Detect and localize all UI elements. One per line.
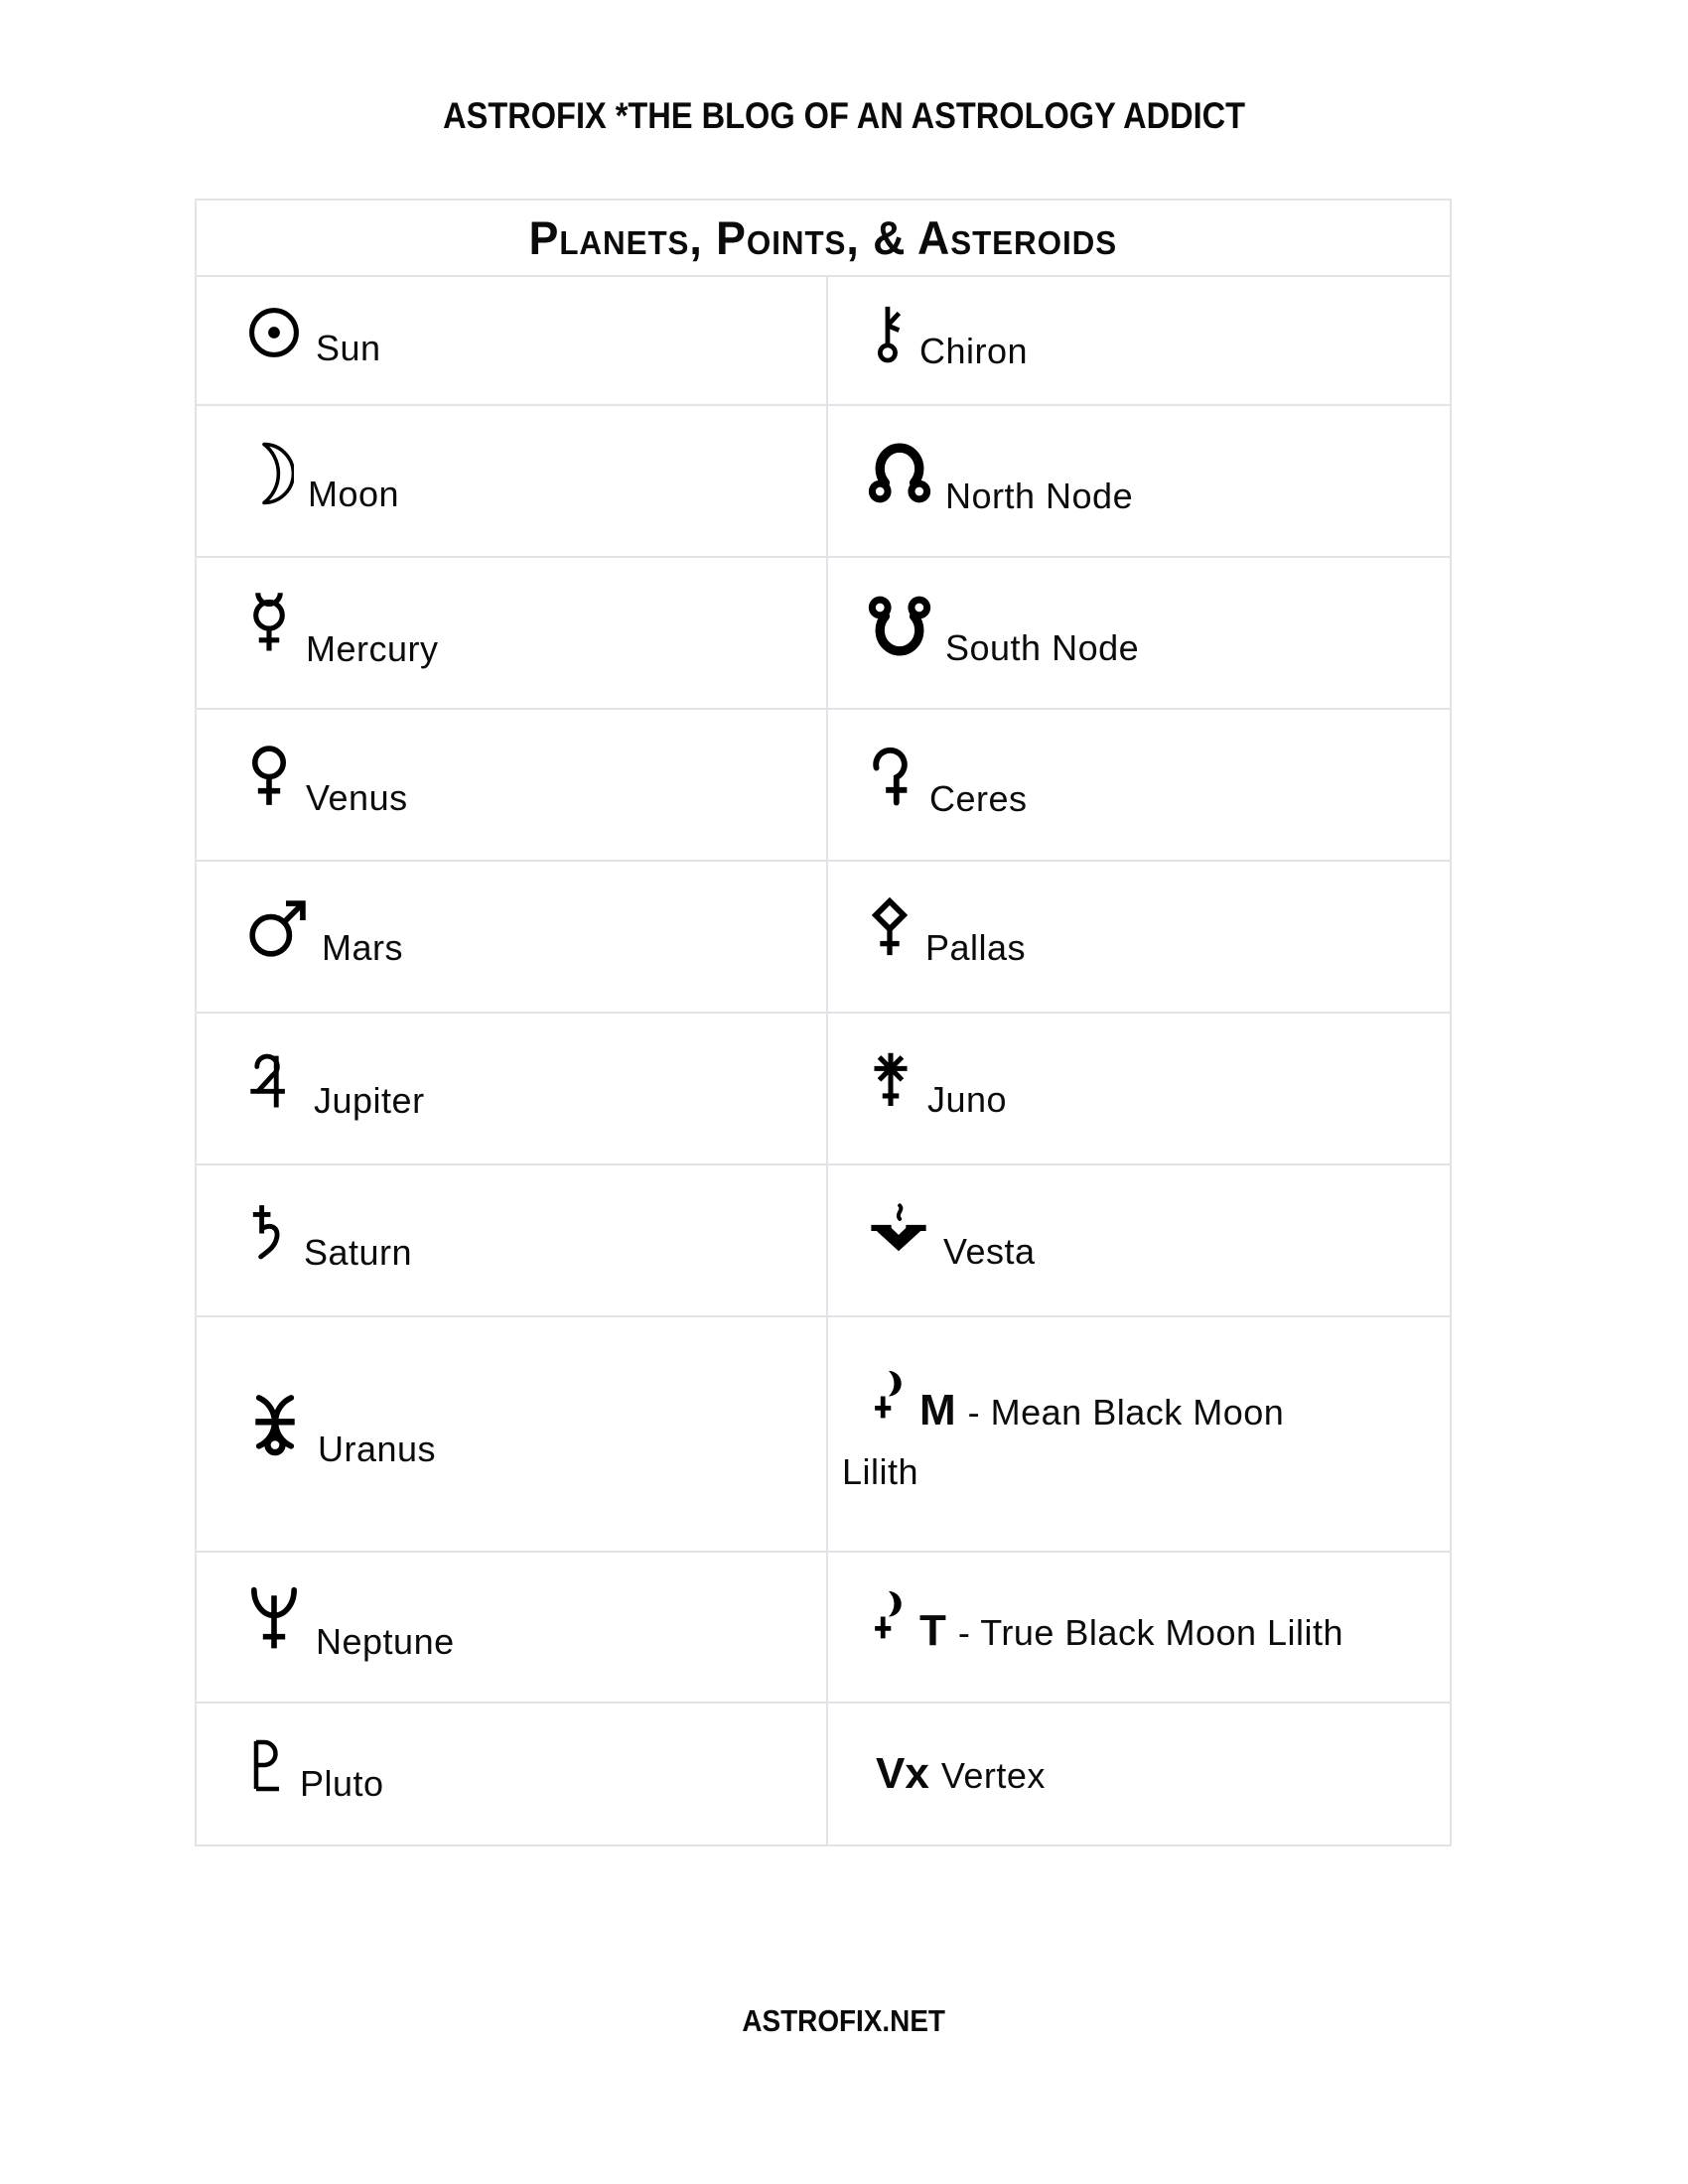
cell-true-black-moon-lilith <box>828 1553 1450 1702</box>
cell-venus <box>197 710 828 860</box>
symbol-label: Neptune <box>316 1621 455 1663</box>
table-row <box>197 404 1450 556</box>
symbol-label: Chiron <box>919 331 1029 372</box>
symbol-label: Vertex <box>940 1754 1046 1796</box>
mercury-icon <box>246 590 292 661</box>
symbol-label: Jupiter <box>314 1080 425 1122</box>
symbol-label: North Node <box>945 475 1134 516</box>
south-node-icon <box>868 591 931 660</box>
north-node-icon <box>868 439 931 508</box>
cell-south-node <box>828 558 1450 708</box>
cell-mercury <box>197 558 828 708</box>
site-footer <box>0 2003 1688 2039</box>
symbol-prefix: Vx <box>876 1748 929 1798</box>
cell-pallas <box>828 862 1450 1012</box>
cell-mean-black-moon-lilith <box>828 1317 1450 1551</box>
symbol-label: Saturn <box>304 1231 413 1273</box>
symbol-label: Moon <box>308 473 400 514</box>
cell-mars <box>197 862 828 1012</box>
pluto-icon <box>246 1736 286 1796</box>
symbol-label: - Mean Black Moon Lilith <box>842 1392 1285 1493</box>
table-row <box>197 1702 1450 1844</box>
symbol-prefix: T <box>919 1606 946 1656</box>
cell-jupiter <box>197 1014 828 1163</box>
table-row <box>197 860 1450 1012</box>
neptune-icon <box>246 1584 302 1654</box>
cell-saturn <box>197 1165 828 1315</box>
table-title: Planets, Points, & Asteroids <box>528 211 1118 264</box>
cell-juno <box>828 1014 1450 1163</box>
cell-moon <box>197 406 828 556</box>
symbol-label: Mercury <box>306 627 439 669</box>
uranus-icon <box>246 1392 304 1461</box>
cell-vesta <box>828 1165 1450 1315</box>
mars-icon <box>246 898 308 960</box>
ceres-icon <box>868 743 915 811</box>
table-row <box>197 1012 1450 1163</box>
pallas-icon <box>868 897 912 960</box>
juno-icon <box>868 1050 914 1112</box>
site-footer-url: ASTROFIX.NET <box>742 2003 946 2038</box>
symbol-label: Juno <box>927 1078 1008 1120</box>
vesta-icon <box>868 1202 929 1264</box>
table-row <box>197 1163 1450 1315</box>
table-row <box>197 1551 1450 1702</box>
symbol-label: Pluto <box>300 1763 384 1805</box>
moon-icon <box>246 441 294 506</box>
symbol-prefix: M <box>919 1386 956 1434</box>
symbol-label: Sun <box>316 328 381 369</box>
cell-chiron <box>828 277 1450 404</box>
symbol-label: - True Black Moon Lilith <box>957 1612 1344 1654</box>
jupiter-icon <box>246 1048 300 1113</box>
symbols-table <box>195 199 1452 1846</box>
cell-north-node <box>828 406 1450 556</box>
symbol-label: Ceres <box>929 778 1028 820</box>
black-moon-lilith-icon <box>868 1368 906 1425</box>
sun-icon <box>246 305 302 360</box>
cell-uranus <box>197 1317 828 1551</box>
symbol-label: South Node <box>945 626 1140 668</box>
table-title-row <box>197 201 1450 275</box>
symbol-label: Venus <box>306 776 408 818</box>
table-row <box>197 275 1450 404</box>
chiron-icon <box>868 302 906 363</box>
symbol-label: Pallas <box>925 927 1027 969</box>
venus-icon <box>246 745 292 810</box>
symbol-label: Uranus <box>318 1428 437 1469</box>
cell-vertex <box>828 1704 1450 1844</box>
site-header <box>0 95 1688 137</box>
table-row <box>197 556 1450 708</box>
black-moon-lilith-icon <box>868 1588 906 1645</box>
symbol-label: Mars <box>322 926 403 968</box>
table-row <box>197 1315 1450 1551</box>
cell-neptune <box>197 1553 828 1702</box>
table-row <box>197 708 1450 860</box>
saturn-icon <box>246 1201 290 1265</box>
cell-ceres <box>828 710 1450 860</box>
site-header-title: ASTROFIX *THE BLOG OF AN ASTROLOGY ADDICT <box>443 95 1245 136</box>
symbol-label: Vesta <box>943 1230 1036 1272</box>
cell-sun <box>197 277 828 404</box>
cell-pluto <box>197 1704 828 1844</box>
